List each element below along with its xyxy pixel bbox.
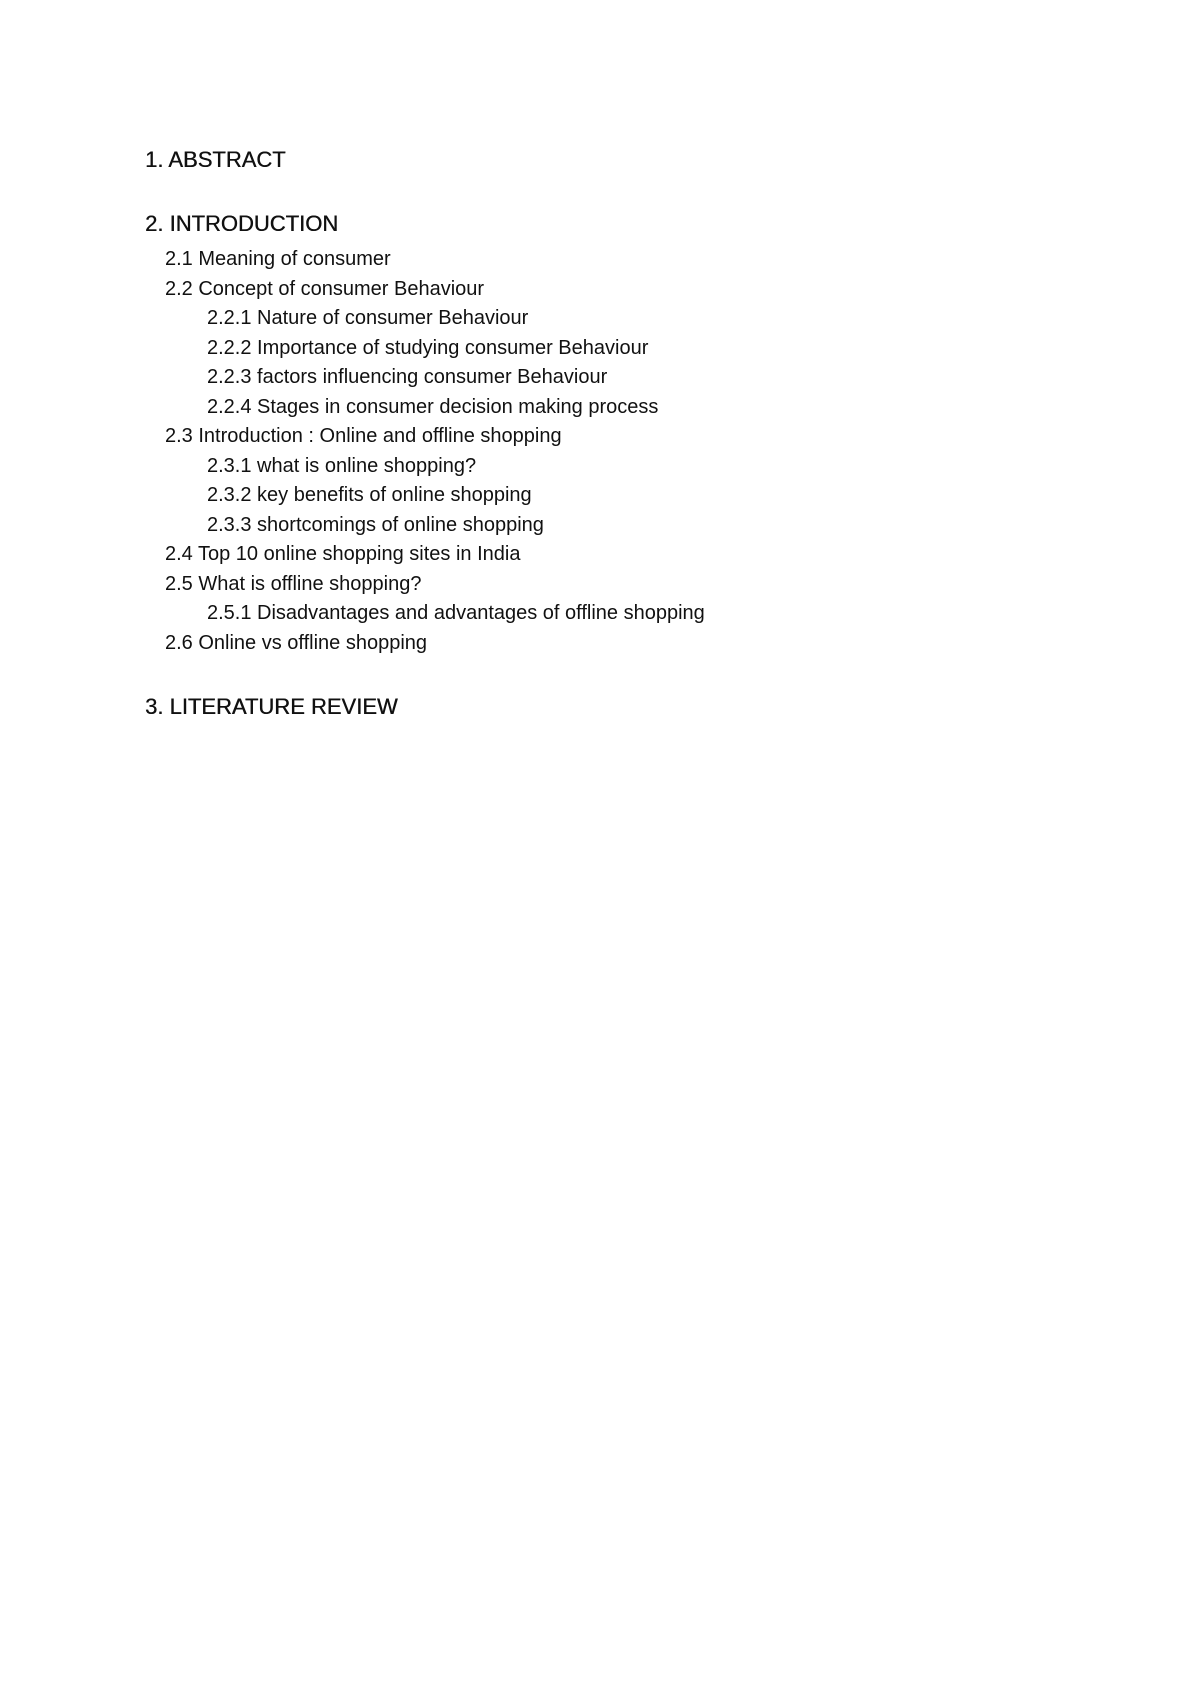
toc-entry: 2.5 What is offline shopping? (165, 572, 422, 595)
toc-subentry: 2.2.1 Nature of consumer Behaviour (207, 307, 529, 329)
toc-entry: 2.6 Online vs offline shopping (165, 631, 428, 654)
toc-items (145, 245, 1045, 658)
toc-entry: 2.1 Meaning of consumer (165, 248, 391, 270)
toc-section-introduction (145, 209, 1045, 658)
section-heading: 3. LITERATURE REVIEW (145, 694, 398, 719)
toc-subentry: 2.3.1 what is online shopping? (207, 454, 477, 477)
toc-subentry: 2.3.3 shortcomings of online shopping (207, 513, 544, 536)
table-of-contents (145, 145, 1045, 756)
section-heading: 1. ABSTRACT (145, 147, 286, 172)
section-heading: 2. INTRODUCTION (145, 211, 339, 236)
toc-section-abstract (145, 145, 1045, 175)
toc-subentry: 2.3.2 key benefits of online shopping (207, 484, 532, 506)
toc-subentry: 2.2.2 Importance of studying consumer Behaviour (207, 336, 649, 359)
toc-subentry: 2.5.1 Disadvantages and advantages of offline shopping (207, 602, 705, 624)
toc-entry: 2.3 Introduction : Online and offline shopping (165, 425, 562, 447)
toc-section-literature-review (145, 692, 1045, 722)
toc-entry: 2.4 Top 10 online shopping sites in India (165, 543, 521, 565)
toc-subentry: 2.2.3 factors influencing consumer Behaviour (207, 366, 608, 388)
toc-subentry: 2.2.4 Stages in consumer decision making process (207, 395, 659, 418)
toc-entry: 2.2 Concept of consumer Behaviour (165, 277, 485, 300)
